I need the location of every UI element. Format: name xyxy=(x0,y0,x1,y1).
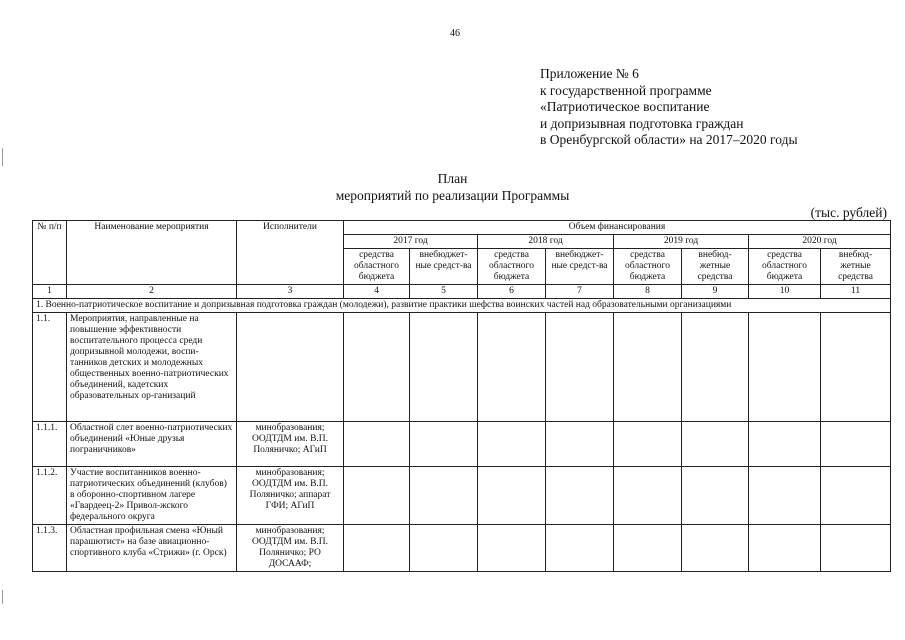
header-sub: внебюд-жетные средства xyxy=(682,249,749,285)
funding-cell xyxy=(410,313,478,422)
appendix-note xyxy=(540,66,798,149)
funding-cell xyxy=(344,313,410,422)
appendix-line: к государственной программе xyxy=(540,82,712,98)
funding-cell xyxy=(682,467,749,525)
appendix-line: «Патриотическое воспитание xyxy=(540,99,710,114)
funding-cell xyxy=(478,313,546,422)
funding-cell xyxy=(749,422,821,467)
table-row xyxy=(33,422,891,467)
funding-cell xyxy=(546,422,614,467)
plan-title: План xyxy=(437,171,468,186)
table-row xyxy=(33,525,891,572)
row-num: 1.1.1. xyxy=(33,422,67,467)
header-sub: средства областного бюджета xyxy=(749,249,821,285)
funding-cell xyxy=(821,525,891,572)
column-number: 9 xyxy=(682,285,749,299)
units-label: (тыс. рублей) xyxy=(810,205,887,220)
section-row xyxy=(33,299,891,313)
header-year-2019: 2019 год xyxy=(614,235,749,249)
header-year-2018: 2018 год xyxy=(478,235,614,249)
funding-cell xyxy=(749,467,821,525)
funding-cell xyxy=(478,525,546,572)
column-number: 3 xyxy=(237,285,344,299)
table-row xyxy=(33,313,891,422)
appendix-line: и допризывная подготовка граждан xyxy=(540,115,744,131)
column-number: 5 xyxy=(410,285,478,299)
funding-cell xyxy=(749,525,821,572)
funding-cell xyxy=(821,313,891,422)
column-number: 10 xyxy=(749,285,821,299)
plan-table xyxy=(32,220,891,572)
header-sub: внебюд-жетные средства xyxy=(821,249,891,285)
row-executors xyxy=(237,313,344,422)
row-executors: минобразования; ООДТДМ им. В.П. Поляничко; аппарат ГФИ; АГиП xyxy=(237,467,344,525)
funding-cell xyxy=(821,422,891,467)
funding-cell xyxy=(410,422,478,467)
funding-cell xyxy=(344,422,410,467)
header-sub: средства областного бюджета xyxy=(478,249,546,285)
funding-cell xyxy=(410,467,478,525)
funding-cell xyxy=(682,525,749,572)
section-title: 1. Военно-патриотическое воспитание и допризывная подготовка граждан (молодежи), развитие практики шефства воинских частей над образовательными организациями xyxy=(33,299,891,313)
column-number: 4 xyxy=(344,285,410,299)
funding-cell xyxy=(614,422,682,467)
funding-cell xyxy=(410,525,478,572)
row-executors: минобразования; ООДТДМ им. В.П. Поляничко; АГиП xyxy=(237,422,344,467)
header-sub: внебюджет-ные средст-ва xyxy=(410,249,478,285)
row-name: Участие воспитанников военно-патриотических объединений (клубов) в оборонно-спортивном лагере «Гвардеец-2» Привол-жского федерального округа xyxy=(67,467,237,525)
row-num: 1.1. xyxy=(33,313,67,422)
header-funding: Объем финансирования xyxy=(344,221,891,235)
column-number: 6 xyxy=(478,285,546,299)
funding-cell xyxy=(821,467,891,525)
row-executors: минобразования; ООДТДМ им. В.П. Поляничко; РО ДОСААФ; xyxy=(237,525,344,572)
funding-cell xyxy=(749,313,821,422)
funding-cell xyxy=(344,467,410,525)
funding-cell xyxy=(614,525,682,572)
plan-heading xyxy=(0,170,905,204)
header-sub: внебюджет-ные средст-ва xyxy=(546,249,614,285)
funding-cell xyxy=(344,525,410,572)
column-number: 8 xyxy=(614,285,682,299)
scan-margin-mark xyxy=(2,148,3,166)
row-num: 1.1.2. xyxy=(33,467,67,525)
column-number: 7 xyxy=(546,285,614,299)
row-name: Областной слет военно-патриотических объединений «Юные друзья пограничников» xyxy=(67,422,237,467)
header-sub: средства областного бюджета xyxy=(344,249,410,285)
funding-cell xyxy=(546,313,614,422)
funding-cell xyxy=(682,313,749,422)
funding-cell xyxy=(546,525,614,572)
funding-cell xyxy=(478,467,546,525)
column-number: 2 xyxy=(67,285,237,299)
header-executors: Исполнители xyxy=(237,221,344,285)
header-sub: средства областного бюджета xyxy=(614,249,682,285)
row-num: 1.1.3. xyxy=(33,525,67,572)
column-number: 1 xyxy=(33,285,67,299)
funding-cell xyxy=(614,313,682,422)
funding-cell xyxy=(682,422,749,467)
header-year-2017: 2017 год xyxy=(344,235,478,249)
funding-cell xyxy=(614,467,682,525)
funding-cell xyxy=(546,467,614,525)
appendix-line: в Оренбургской области» на 2017–2020 годы xyxy=(540,132,798,147)
column-number: 11 xyxy=(821,285,891,299)
row-name: Областная профильная смена «Юный парашютист» на базе авиационно-спортивного клуба «Стрижи» (г. Орск) xyxy=(67,525,237,572)
appendix-line: Приложение № 6 xyxy=(540,66,639,81)
plan-subtitle: мероприятий по реализации Программы xyxy=(335,188,570,203)
column-numbers-row xyxy=(33,285,891,299)
table-row xyxy=(33,467,891,525)
scan-margin-mark xyxy=(2,590,3,604)
header-num: № п/п xyxy=(33,221,67,285)
row-name: Мероприятия, направленные на повышение эффективности воспитательного процесса среди допризывной молодежи, воспи-танников детских и молодежных общественных военно-патриотических объединений, кадетских образовательных ор-ганизаций xyxy=(67,313,237,422)
header-name: Наименование мероприятия xyxy=(67,221,237,285)
funding-cell xyxy=(478,422,546,467)
page-number: 46 xyxy=(450,28,460,39)
header-year-2020: 2020 год xyxy=(749,235,891,249)
